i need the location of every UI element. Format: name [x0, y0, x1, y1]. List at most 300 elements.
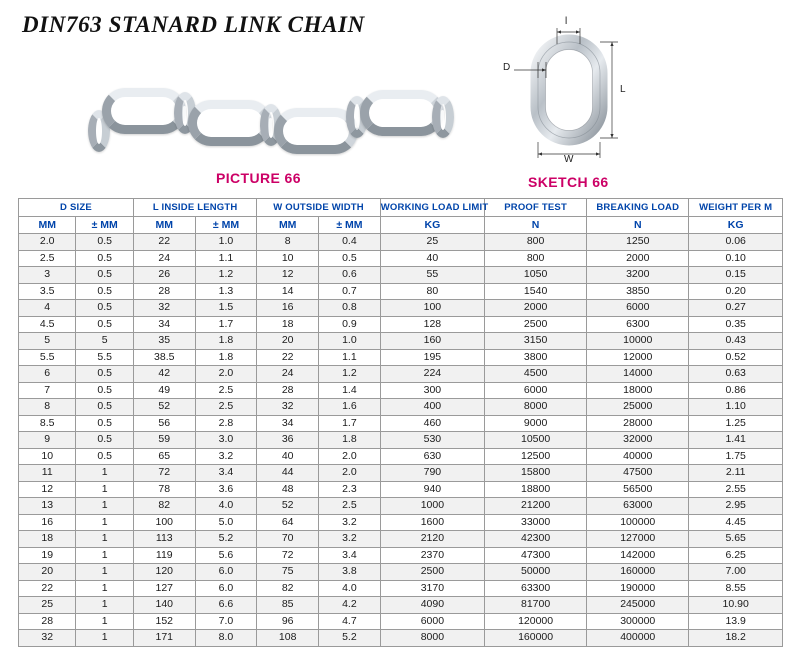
table-cell: 128 [380, 316, 484, 333]
table-cell: 5.5 [19, 349, 76, 366]
table-cell: 18800 [485, 481, 587, 498]
table-cell: 1540 [485, 283, 587, 300]
table-cell: 6000 [380, 613, 484, 630]
table-cell: 127 [133, 580, 195, 597]
highlight [395, 101, 427, 104]
table-cell: 65 [133, 448, 195, 465]
table-cell: 80 [380, 283, 484, 300]
table-cell: 10 [257, 250, 319, 267]
table-cell: 9000 [485, 415, 587, 432]
group-header-w-outside-width: W OUTSIDE WIDTH [257, 199, 380, 217]
table-cell: 120 [133, 564, 195, 581]
table-cell: 40 [380, 250, 484, 267]
table-cell: 10500 [485, 432, 587, 449]
table-cell: 32000 [587, 432, 689, 449]
table-cell: 300 [380, 382, 484, 399]
table-cell: 18 [257, 316, 319, 333]
table-cell: 22 [19, 580, 76, 597]
table-row [19, 333, 783, 350]
table-cell: 400 [380, 399, 484, 416]
picture-caption: PICTURE 66 [216, 170, 301, 186]
table-cell: 120000 [485, 613, 587, 630]
table-cell: 34 [257, 415, 319, 432]
table-cell: 6 [19, 366, 76, 383]
group-header-working-load-limit: WORKING LOAD LIMIT [380, 199, 484, 217]
table-cell: 10 [19, 448, 76, 465]
table-cell: 1.7 [195, 316, 257, 333]
highlight [309, 119, 341, 122]
table-cell: 195 [380, 349, 484, 366]
table-cell: 2.11 [689, 465, 783, 482]
table-cell: 160000 [485, 630, 587, 647]
table-cell: 2.0 [195, 366, 257, 383]
table-cell: 5.2 [319, 630, 381, 647]
table-cell: 40 [257, 448, 319, 465]
highlight [223, 111, 255, 114]
table-cell: 47500 [587, 465, 689, 482]
table-cell: 28 [19, 613, 76, 630]
table-cell: 0.5 [319, 250, 381, 267]
table-cell: 35 [133, 333, 195, 350]
table-cell: 100 [380, 300, 484, 317]
table-cell: 5.65 [689, 531, 783, 548]
table-cell: 1 [76, 547, 133, 564]
table-cell: 33000 [485, 514, 587, 531]
unit-header-8: N [587, 217, 689, 234]
unit-header-row [19, 217, 783, 234]
table-cell: 12000 [587, 349, 689, 366]
table-cell: 630 [380, 448, 484, 465]
table-cell: 6000 [587, 300, 689, 317]
group-header-proof-test: PROOF TEST [485, 199, 587, 217]
table-cell: 6000 [485, 382, 587, 399]
table-cell: 28000 [587, 415, 689, 432]
highlight [441, 110, 444, 128]
table-cell: 2000 [587, 250, 689, 267]
table-cell: 0.5 [76, 316, 133, 333]
table-cell: 18.2 [689, 630, 783, 647]
table-row [19, 597, 783, 614]
table-cell: 24 [133, 250, 195, 267]
table-cell: 8000 [485, 399, 587, 416]
sketch-caption: SKETCH 66 [528, 174, 609, 190]
table-cell: 1.8 [195, 349, 257, 366]
table-cell: 2.5 [195, 399, 257, 416]
table-row [19, 630, 783, 647]
table-cell: 1 [76, 514, 133, 531]
table-cell: 22 [133, 234, 195, 251]
table-cell: 15800 [485, 465, 587, 482]
table-cell: 119 [133, 547, 195, 564]
table-cell: 5.2 [195, 531, 257, 548]
table-cell: 47300 [485, 547, 587, 564]
table-cell: 1.41 [689, 432, 783, 449]
table-cell: 460 [380, 415, 484, 432]
table-cell: 1.6 [319, 399, 381, 416]
table-cell: 1 [76, 580, 133, 597]
table-cell: 82 [133, 498, 195, 515]
table-cell: 78 [133, 481, 195, 498]
table-cell: 3.2 [319, 531, 381, 548]
table-cell: 2.8 [195, 415, 257, 432]
table-cell: 63300 [485, 580, 587, 597]
table-cell: 0.20 [689, 283, 783, 300]
table-cell: 108 [257, 630, 319, 647]
table-cell: 12 [19, 481, 76, 498]
table-cell: 1.4 [319, 382, 381, 399]
table-cell: 52 [257, 498, 319, 515]
table-cell: 56 [133, 415, 195, 432]
table-cell: 19 [19, 547, 76, 564]
table-cell: 85 [257, 597, 319, 614]
table-cell: 5.5 [76, 349, 133, 366]
table-cell: 81700 [485, 597, 587, 614]
table-cell: 13.9 [689, 613, 783, 630]
table-cell: 2.5 [319, 498, 381, 515]
table-cell: 1 [76, 465, 133, 482]
table-cell: 0.7 [319, 283, 381, 300]
table-cell: 2370 [380, 547, 484, 564]
table-cell: 3.2 [195, 448, 257, 465]
group-header-l-inside-length: L INSIDE LENGTH [133, 199, 256, 217]
table-cell: 13 [19, 498, 76, 515]
table-cell: 32 [19, 630, 76, 647]
table-row [19, 432, 783, 449]
table-cell: 25 [380, 234, 484, 251]
table-row [19, 415, 783, 432]
table-cell: 100 [133, 514, 195, 531]
table-cell: 3800 [485, 349, 587, 366]
table-cell: 1.7 [319, 415, 381, 432]
table-cell: 21200 [485, 498, 587, 515]
table-cell: 16 [257, 300, 319, 317]
table-cell: 2.5 [19, 250, 76, 267]
highlight [137, 99, 169, 102]
unit-header-2: MM [133, 217, 195, 234]
table-cell: 0.5 [76, 382, 133, 399]
table-cell: 6300 [587, 316, 689, 333]
sketch-label-W: W [564, 154, 574, 165]
table-cell: 3 [19, 267, 76, 284]
table-cell: 1600 [380, 514, 484, 531]
table-cell: 5 [76, 333, 133, 350]
table-row [19, 531, 783, 548]
table-row [19, 250, 783, 267]
unit-header-4: MM [257, 217, 319, 234]
table-cell: 4.5 [19, 316, 76, 333]
table-cell: 36 [257, 432, 319, 449]
highlight [355, 110, 358, 128]
table-cell: 800 [485, 250, 587, 267]
table-cell: 3.2 [319, 514, 381, 531]
table-cell: 530 [380, 432, 484, 449]
table-cell: 0.10 [689, 250, 783, 267]
table-cell: 10.90 [689, 597, 783, 614]
table-cell: 1 [76, 613, 133, 630]
table-cell: 1 [76, 597, 133, 614]
unit-header-0: MM [19, 217, 76, 234]
table-row [19, 481, 783, 498]
table-cell: 1.3 [195, 283, 257, 300]
table-cell: 0.5 [76, 300, 133, 317]
table-cell: 1 [76, 630, 133, 647]
table-cell: 2.55 [689, 481, 783, 498]
table-cell: 59 [133, 432, 195, 449]
table-cell: 1.75 [689, 448, 783, 465]
table-cell: 6.25 [689, 547, 783, 564]
table-cell: 11 [19, 465, 76, 482]
table-cell: 28 [257, 382, 319, 399]
unit-header-5: ± MM [319, 217, 381, 234]
table-cell: 0.86 [689, 382, 783, 399]
table-cell: 3.8 [319, 564, 381, 581]
table-cell: 10000 [587, 333, 689, 350]
table-cell: 26 [133, 267, 195, 284]
table-cell: 3850 [587, 283, 689, 300]
table-cell: 0.5 [76, 415, 133, 432]
table-cell: 160 [380, 333, 484, 350]
table-cell: 140 [133, 597, 195, 614]
table-cell: 3170 [380, 580, 484, 597]
table-row [19, 349, 783, 366]
table-cell: 3200 [587, 267, 689, 284]
table-cell: 2.0 [319, 465, 381, 482]
table-cell: 2.0 [319, 448, 381, 465]
table-row [19, 267, 783, 284]
table-row [19, 465, 783, 482]
table-cell: 3.5 [19, 283, 76, 300]
table-cell: 1.1 [195, 250, 257, 267]
group-header-d-size: D SIZE [19, 199, 134, 217]
table-cell: 63000 [587, 498, 689, 515]
table-cell: 34 [133, 316, 195, 333]
table-cell: 4.0 [195, 498, 257, 515]
table-cell: 0.43 [689, 333, 783, 350]
table-cell: 6.0 [195, 580, 257, 597]
table-cell: 2.0 [19, 234, 76, 251]
table-cell: 1.10 [689, 399, 783, 416]
table-cell: 20 [257, 333, 319, 350]
table-cell: 3.6 [195, 481, 257, 498]
table-cell: 64 [257, 514, 319, 531]
table-cell: 8000 [380, 630, 484, 647]
highlight [269, 118, 272, 136]
table-cell: 5.6 [195, 547, 257, 564]
table-cell: 1 [76, 481, 133, 498]
table-cell: 171 [133, 630, 195, 647]
table-cell: 3.4 [319, 547, 381, 564]
table-cell: 72 [257, 547, 319, 564]
sketch-svg [500, 18, 680, 168]
table-cell: 2000 [485, 300, 587, 317]
table-cell: 1000 [380, 498, 484, 515]
table-cell: 82 [257, 580, 319, 597]
table-cell: 14000 [587, 366, 689, 383]
table-cell: 70 [257, 531, 319, 548]
table-body [19, 234, 783, 647]
table-cell: 25000 [587, 399, 689, 416]
table-cell: 6.0 [195, 564, 257, 581]
group-header-row [19, 199, 783, 217]
table-cell: 142000 [587, 547, 689, 564]
table-cell: 5 [19, 333, 76, 350]
table-cell: 0.27 [689, 300, 783, 317]
table-cell: 14 [257, 283, 319, 300]
sketch-label-L: L [620, 84, 626, 95]
unit-header-3: ± MM [195, 217, 257, 234]
table-row [19, 448, 783, 465]
table-cell: 800 [485, 234, 587, 251]
highlight [183, 106, 186, 124]
table-cell: 4500 [485, 366, 587, 383]
group-header-breaking-load: BREAKING LOAD [587, 199, 689, 217]
table-cell: 42300 [485, 531, 587, 548]
table-cell: 9 [19, 432, 76, 449]
unit-header-1: ± MM [76, 217, 133, 234]
table-cell: 7.00 [689, 564, 783, 581]
table-cell: 44 [257, 465, 319, 482]
table-cell: 0.5 [76, 366, 133, 383]
table-cell: 1.8 [319, 432, 381, 449]
table-cell: 1.0 [319, 333, 381, 350]
table-cell: 2500 [485, 316, 587, 333]
unit-header-9: KG [689, 217, 783, 234]
table-cell: 127000 [587, 531, 689, 548]
chain-link-edge [432, 96, 454, 138]
table-cell: 3150 [485, 333, 587, 350]
table-cell: 48 [257, 481, 319, 498]
table-cell: 24 [257, 366, 319, 383]
table-cell: 25 [19, 597, 76, 614]
table-cell: 1 [76, 564, 133, 581]
table-cell: 0.5 [76, 432, 133, 449]
table-cell: 1 [76, 498, 133, 515]
table-cell: 400000 [587, 630, 689, 647]
table-cell: 38.5 [133, 349, 195, 366]
table-cell: 152 [133, 613, 195, 630]
link-sketch [500, 18, 680, 168]
table-cell: 52 [133, 399, 195, 416]
table-cell: 32 [133, 300, 195, 317]
table-cell: 0.5 [76, 399, 133, 416]
table-cell: 0.63 [689, 366, 783, 383]
table-cell: 8 [257, 234, 319, 251]
table-cell: 2120 [380, 531, 484, 548]
table-cell: 1.5 [195, 300, 257, 317]
table-cell: 75 [257, 564, 319, 581]
table-cell: 32 [257, 399, 319, 416]
table-head [19, 199, 783, 234]
table-cell: 5.0 [195, 514, 257, 531]
table-cell: 2.5 [195, 382, 257, 399]
table-cell: 16 [19, 514, 76, 531]
table-cell: 0.5 [76, 448, 133, 465]
highlight [97, 124, 100, 142]
table-cell: 1.2 [195, 267, 257, 284]
table-cell: 55 [380, 267, 484, 284]
table-cell: 12 [257, 267, 319, 284]
chain-illustration [70, 70, 470, 160]
table-cell: 1.25 [689, 415, 783, 432]
table-row [19, 547, 783, 564]
table-cell: 1.8 [195, 333, 257, 350]
table-cell: 940 [380, 481, 484, 498]
table-cell: 790 [380, 465, 484, 482]
table-cell: 4.0 [319, 580, 381, 597]
page-title: DIN763 STANARD LINK CHAIN [22, 12, 365, 37]
table-cell: 0.15 [689, 267, 783, 284]
table-cell: 50000 [485, 564, 587, 581]
table-cell: 0.6 [319, 267, 381, 284]
table-cell: 1 [76, 531, 133, 548]
specification-table [18, 198, 783, 647]
table-cell: 28 [133, 283, 195, 300]
table-cell: 56500 [587, 481, 689, 498]
table-cell: 245000 [587, 597, 689, 614]
table-row [19, 613, 783, 630]
table-cell: 49 [133, 382, 195, 399]
table-cell: 4.2 [319, 597, 381, 614]
table-row [19, 283, 783, 300]
table-cell: 0.5 [76, 283, 133, 300]
table-cell: 113 [133, 531, 195, 548]
table-cell: 2500 [380, 564, 484, 581]
table-cell: 8.55 [689, 580, 783, 597]
table-cell: 100000 [587, 514, 689, 531]
table-cell: 4.45 [689, 514, 783, 531]
table-cell: 72 [133, 465, 195, 482]
table-cell: 3.0 [195, 432, 257, 449]
table-cell: 8 [19, 399, 76, 416]
table-row [19, 399, 783, 416]
table-cell: 0.06 [689, 234, 783, 251]
table-cell: 7.0 [195, 613, 257, 630]
table-cell: 0.4 [319, 234, 381, 251]
table-cell: 18000 [587, 382, 689, 399]
table-cell: 0.9 [319, 316, 381, 333]
table-cell: 0.5 [76, 267, 133, 284]
sketch-label-D: D [503, 62, 511, 73]
table-row [19, 382, 783, 399]
table-cell: 1050 [485, 267, 587, 284]
table-cell: 4 [19, 300, 76, 317]
table-cell: 8.0 [195, 630, 257, 647]
table-cell: 1.1 [319, 349, 381, 366]
table-cell: 1250 [587, 234, 689, 251]
group-header-weight-per-m: WEIGHT PER M [689, 199, 783, 217]
table-cell: 1.0 [195, 234, 257, 251]
table-cell: 0.52 [689, 349, 783, 366]
unit-header-6: KG [380, 217, 484, 234]
table-cell: 96 [257, 613, 319, 630]
table-cell: 8.5 [19, 415, 76, 432]
table-cell: 160000 [587, 564, 689, 581]
table-cell: 18 [19, 531, 76, 548]
table-cell: 0.5 [76, 234, 133, 251]
sketch-label-l: l [565, 16, 568, 27]
unit-header-7: N [485, 217, 587, 234]
table-cell: 22 [257, 349, 319, 366]
table-row [19, 564, 783, 581]
table-row [19, 498, 783, 515]
table-cell: 7 [19, 382, 76, 399]
table-row [19, 234, 783, 251]
table-cell: 20 [19, 564, 76, 581]
table-cell: 2.3 [319, 481, 381, 498]
table-row [19, 514, 783, 531]
table-cell: 4090 [380, 597, 484, 614]
table-cell: 224 [380, 366, 484, 383]
